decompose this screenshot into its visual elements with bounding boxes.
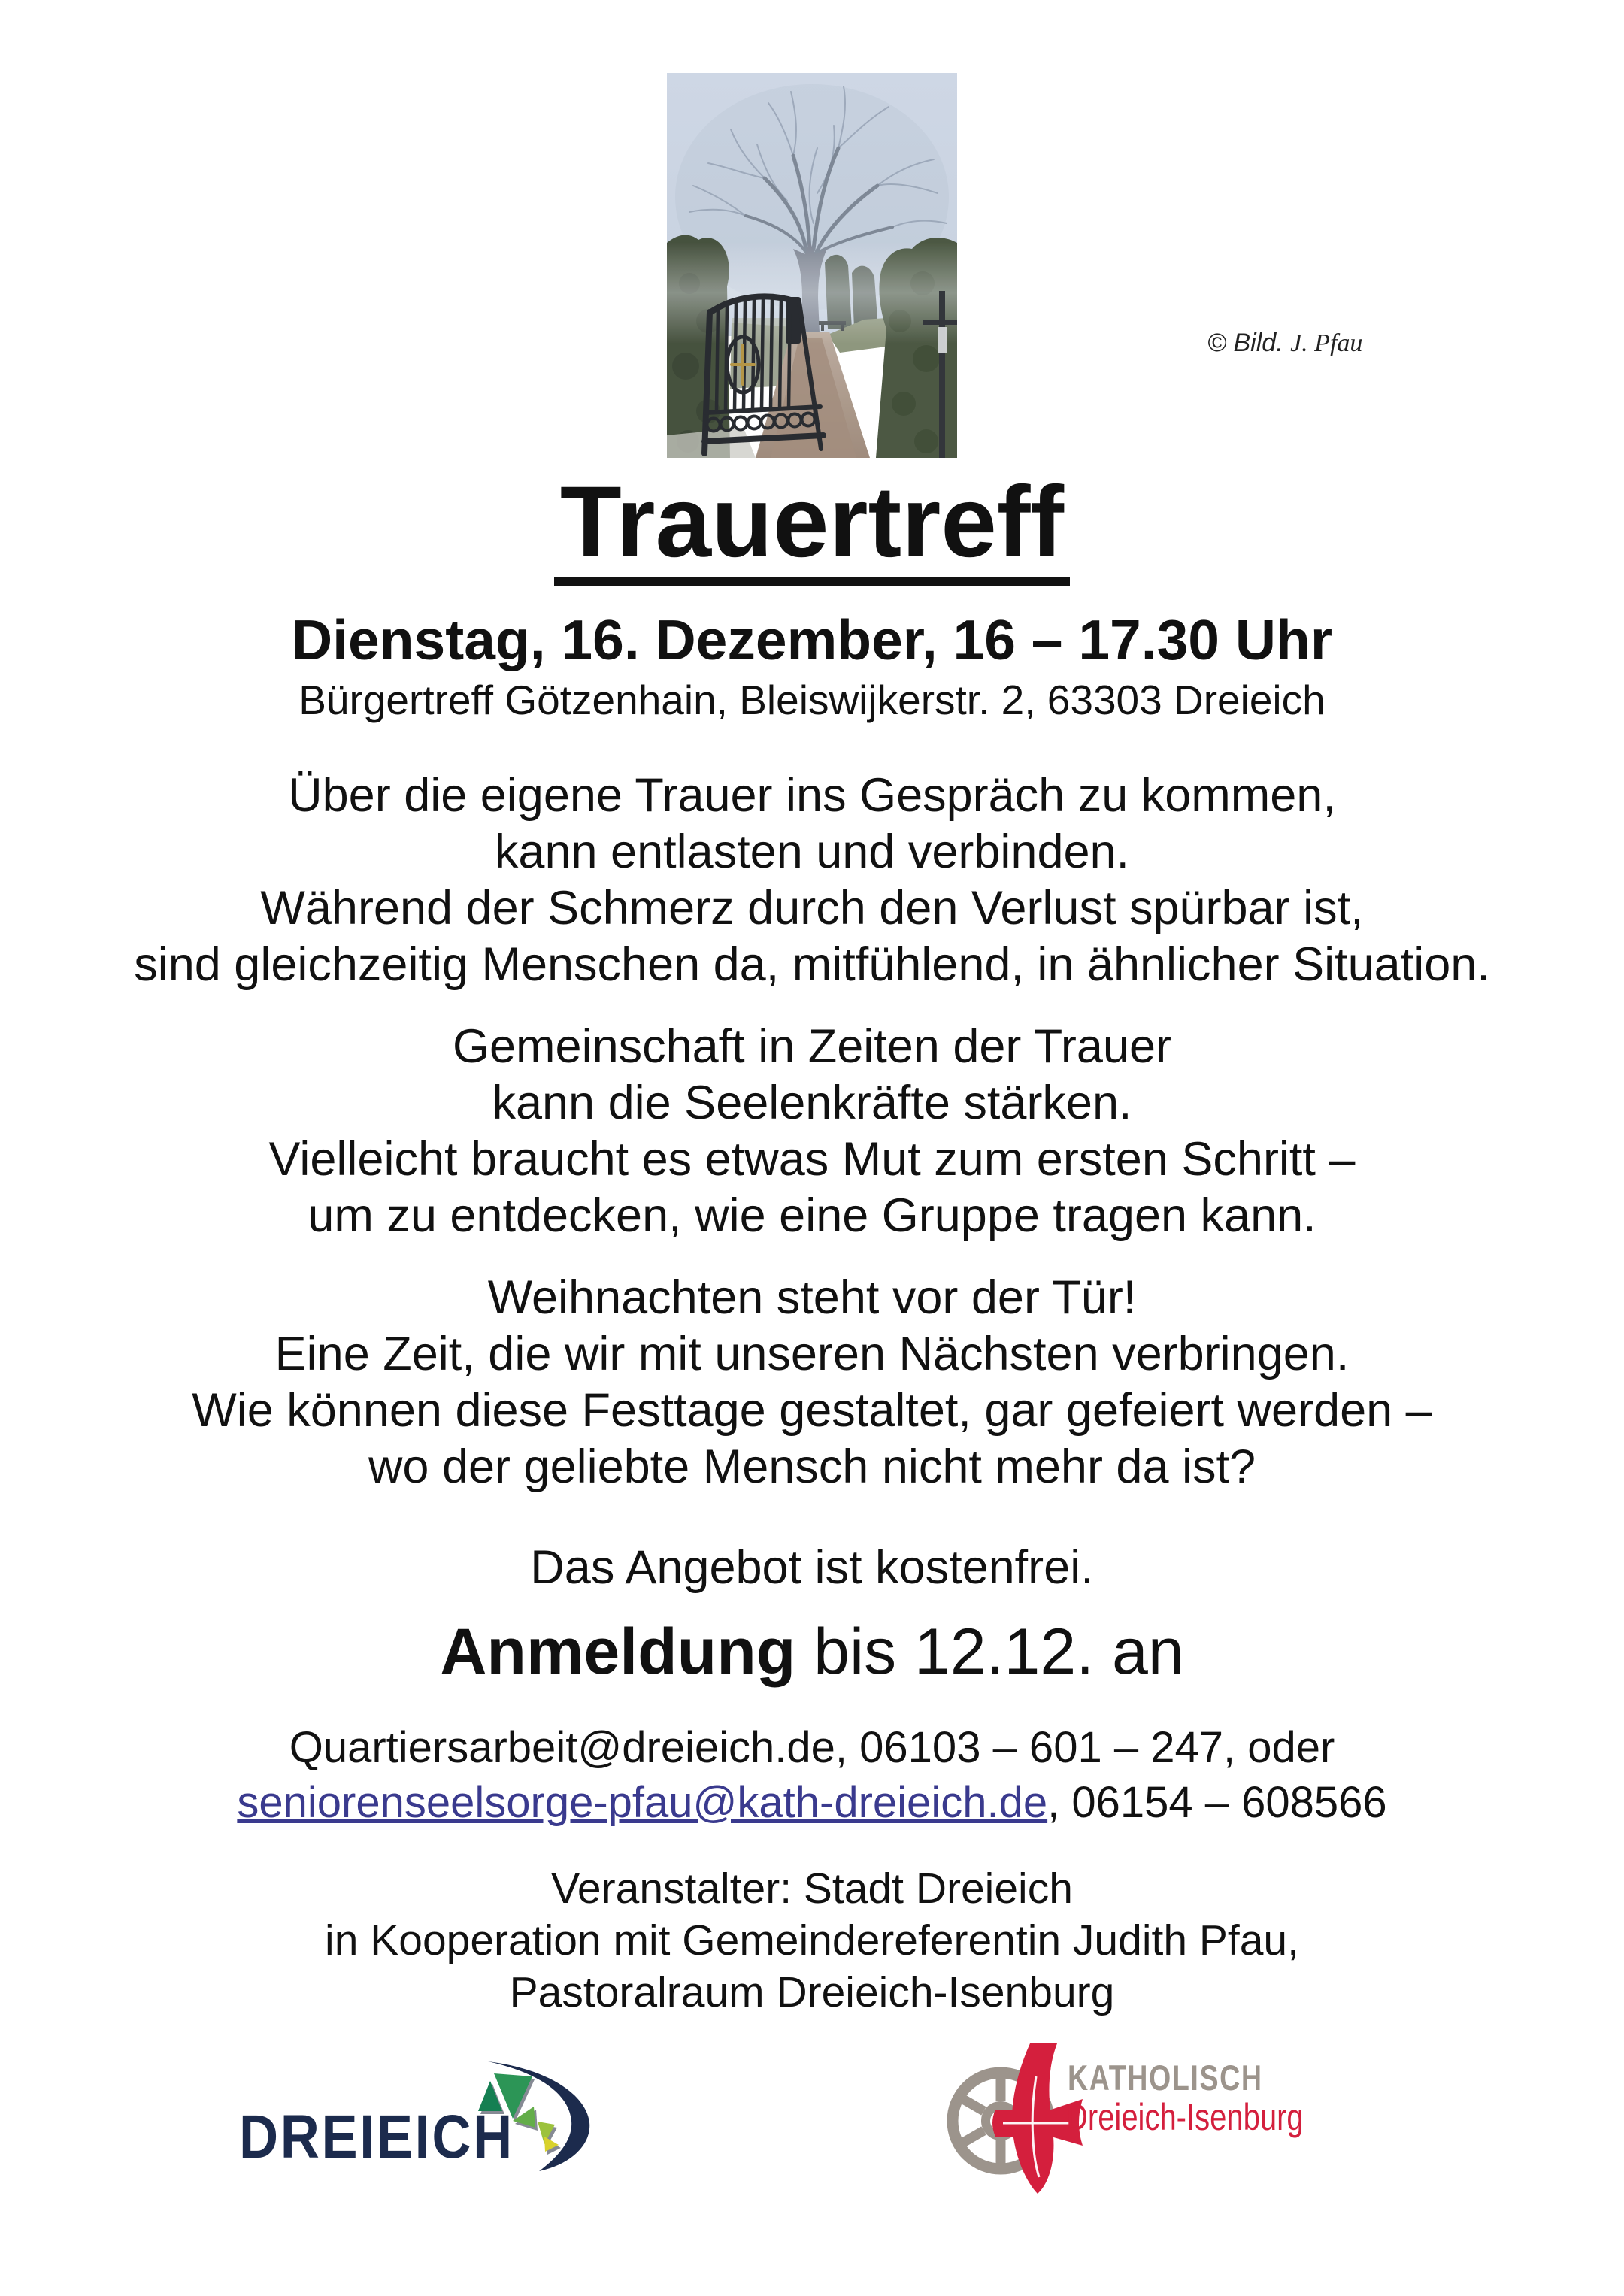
contact-line-2	[0, 1775, 1624, 1830]
cemetery-gate-photo	[667, 73, 957, 458]
event-datetime: Dienstag, 16. Dezember, 16 – 17.30 Uhr	[291, 608, 1333, 671]
dreieich-logo	[238, 2061, 598, 2174]
paragraph-1	[0, 768, 1624, 993]
organizer-line: Pastoralraum Dreieich-Isenburg	[509, 1968, 1115, 2016]
katholisch-region: Dreieich-Isenburg	[1066, 2095, 1304, 2139]
registration-rest: bis 12.12. an	[795, 1616, 1184, 1688]
paragraph-3	[0, 1270, 1624, 1495]
event-location: Bürgertreff Götzenhain, Bleiswijkerstr. 2, 63303 Dreieich	[298, 677, 1326, 723]
title-block	[0, 466, 1624, 586]
photo-credit	[1207, 329, 1362, 358]
email-link[interactable]: seniorenseelsorge-pfau@kath-dreieich.de	[237, 1778, 1048, 1827]
paragraph-line: kann die Seelenkräfte stärken.	[492, 1077, 1132, 1129]
paragraph-line: Gemeinschaft in Zeiten der Trauer	[453, 1020, 1171, 1073]
katholisch-wordmark: KATHOLISCH	[1068, 2058, 1263, 2099]
paragraph-line: sind gleichzeitig Menschen da, mitfühlend, in ähnlicher Situation.	[134, 938, 1490, 991]
photo-credit-name: J. Pfau	[1290, 329, 1363, 357]
paragraph-2	[0, 1019, 1624, 1244]
paragraph-line: wo der geliebte Mensch nicht mehr da ist?	[368, 1440, 1256, 1493]
organizer-line: Veranstalter: Stadt Dreieich	[551, 1864, 1073, 1913]
photo-credit-prefix: © Bild.	[1207, 329, 1283, 357]
paragraph-line: kann entlasten und verbinden.	[494, 825, 1130, 878]
paragraph-line: um zu entdecken, wie eine Gruppe tragen kann.	[308, 1189, 1316, 1242]
paragraph-line: Eine Zeit, die wir mit unseren Nächsten verbringen.	[274, 1328, 1350, 1380]
paragraph-line: Wie können diese Festtage gestaltet, gar gefeiert werden –	[192, 1384, 1432, 1437]
paragraph-line: Weihnachten steht vor der Tür!	[487, 1271, 1137, 1324]
paragraph-line: Während der Schmerz durch den Verlust spürbar ist,	[260, 882, 1364, 934]
cost-note: Das Angebot ist kostenfrei.	[530, 1541, 1094, 1594]
paragraph-line: Vielleicht braucht es etwas Mut zum ersten Schritt –	[268, 1133, 1356, 1186]
contact-line-2-rest: , 06154 – 608566	[1047, 1778, 1387, 1827]
registration-lead: Anmeldung	[440, 1616, 796, 1688]
organizer-line: in Kooperation mit Gemeindereferentin Judith Pfau,	[325, 1916, 1299, 1964]
dreieich-wordmark: DREIEICH	[239, 2102, 514, 2172]
contact-block	[0, 1720, 1624, 1830]
contact-line-1: Quartiersarbeit@dreieich.de, 06103 – 601 – 247, oder	[289, 1723, 1335, 1772]
katholisch-logo	[941, 2043, 1310, 2194]
paragraph-line: Über die eigene Trauer ins Gespräch zu kommen,	[288, 769, 1336, 822]
organizer-block	[0, 1863, 1624, 2019]
page-title: Trauertreff	[554, 470, 1070, 586]
registration-line	[0, 1613, 1624, 1691]
